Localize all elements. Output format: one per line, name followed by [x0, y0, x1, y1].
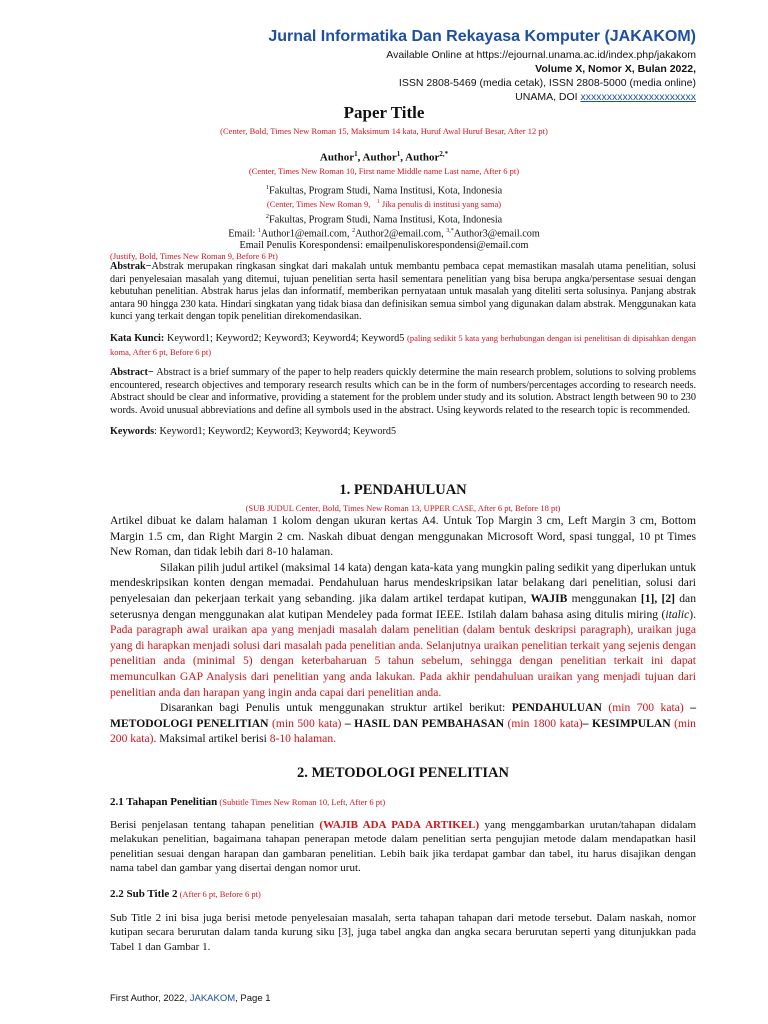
- doi-link[interactable]: xxxxxxxxxxxxxxxxxxxxxx: [580, 91, 696, 103]
- author-format-note: (Center, Times New Roman 10, First name Middle name Last name, After 6 pt): [248, 166, 520, 176]
- keywords-id-note: (paling sedikit 5 kata yang berhubungan dengan isi penelitisan di dipisahkan dengan koma, After 6 pt, Before 6 pt): [110, 332, 696, 357]
- affiliation-block: [0, 182, 768, 252]
- volume-info: Volume X, Nomor X, Bulan 2022,: [535, 63, 696, 75]
- issn-info: ISSN 2808-5469 (media cetak), ISSN 2808-5000 (media online): [398, 77, 696, 89]
- author-3-sup: 2,*: [439, 150, 449, 158]
- footer-journal: JAKAKOM: [189, 993, 236, 1004]
- affiliation-1-text: Fakultas, Program Studi, Nama Institusi, Kota, Indonesia: [269, 185, 503, 197]
- subsection-2-2-title: 2.2 Sub Title 2: [110, 888, 178, 901]
- email-line: [0, 226, 768, 240]
- sub1-text-a: Berisi penjelasan tentang tahapan penelitian: [110, 819, 320, 831]
- abstract-id-text: Abstrak merupakan ringkasan singkat dari makalah untuk membantu pembaca cepat memastikan masalah utama penelitian, solusi dari penyelesaian masalah yang ditemui, tujuan penelitian serta hasil sementara penelitian yang bisa berupa angka/persentase sesuai dengan kebutuhan penelitian. Abstrak harus jelas dan informatif, memberikan pernyataan untuk masalah yang diteliti serta solusinya. Panjang abstrak antara 90 hingga 230 kata. Hindari singkatan yang tidak biasa dan definisikan semua simbol yang digunakan dalam abstrak. Menggunakan kata kunci yang terkait dengan topik penelitian direkomendasikan.: [110, 261, 696, 323]
- email-1-sup: 1: [257, 228, 261, 234]
- affiliation-2: [0, 211, 768, 226]
- email-3: Author3@email.com: [453, 228, 540, 240]
- abstract-id: Abstrak−Abstrak merupakan ringkasan singkat dari makalah untuk membantu pembaca cepat memastikan masalah utama penelitian, solusi dari penyelesaian masalah yang ditemui, tujuan penelitian serta hasil sementara penelitian yang bisa berupa angka/persentase sesuai dengan kebutuhan penelitian. Abstrak harus jelas dan informatif, memberikan pernyataan untuk masalah yang diteliti serta solusinya. Panjang abstrak antara 90 hingga 230 kata. Hindari singkatan yang tidak biasa dan definisikan semua simbol yang digunakan dalam abstrak. Menggunakan kata kunci yang terkait dengan topik penelitian direkomendasikan.: [110, 261, 696, 323]
- keywords-id: [110, 332, 696, 359]
- paper-title: Paper Title: [343, 103, 425, 122]
- subsection-2-2-note: (After 6 pt, Before 6 pt): [177, 889, 261, 900]
- affiliation-2-text: Fakultas, Program Studi, Nama Institusi, Kota, Indonesia: [269, 214, 503, 226]
- page-footer: [110, 993, 271, 1004]
- affiliation-1: [0, 182, 768, 197]
- author-3: , Author: [400, 151, 440, 164]
- para-2-text-c: dan seterusnya dengan menggunakan alat kutipan Mendeley pada format IEEE. Istilah dalam bahasa asing ditulis miring (: [110, 591, 696, 621]
- author-line: [0, 150, 768, 164]
- para-2-wajib: WAJIB: [530, 591, 568, 605]
- para-2-text-d: ).: [689, 607, 696, 621]
- affiliation-1-sup: 1: [265, 184, 270, 191]
- author-1: Author: [319, 151, 355, 164]
- section-1-para-1: Artikel dibuat ke dalam halaman 1 kolom dengan ukuran kertas A4. Untuk Top Margin 3 cm, Left Margin 3 cm, Bottom Margin 1.5 cm, dan Right Margin 2 cm. Naskah dibuat dengan menggunakan Microsoft Word, spasi tunggal, 10 pt Times New Roman, dan tidak lebih dari 8-10 halaman.: [110, 514, 696, 559]
- para-2-text-b: menggunakan: [567, 591, 641, 605]
- para-2-red-instructions: Pada paragraph awal uraikan apa yang menjadi masalah dalam penelitian (dalam bentuk deskripsi paragraph), uraikan juga yang di harapkan menjadi solusi dari masalah pada penelitian anda. Selanjutnya uraikan penelitian terkait yang sejenis dengan penelitian anda (minimal 5) dengan keterbaharuan 5 tahun sebelum, sehingga dengan penelitian terkait ini dapat memunculkan GAP Analysis dari penelitian yang anda lakukan. Pada akhir pendahuluan uraikan yang menjadi tujuan dari penelitian anda dan harapan yang ingin anda capai dari penelitian anda.: [110, 623, 696, 699]
- email-2: Author2@email.com,: [355, 228, 447, 240]
- keywords-en: [110, 426, 696, 439]
- footer-author: First Author, 2022,: [110, 993, 190, 1004]
- author-2: , Author: [357, 151, 397, 164]
- section-1-format-note: (SUB JUDUL Center, Bold, Times New Roman 13, UPPER CASE, After 6 pt, Before 18 pt): [245, 503, 561, 513]
- section-1-title: 1. PENDAHULUAN: [339, 482, 467, 498]
- corresponding-email: Email Penulis Korespondensi: emailpenuliskorespondensi@email.com: [239, 240, 529, 252]
- subsection-2-1-heading: [110, 792, 696, 810]
- affiliation-note-a: (Center, Times New Roman 9,: [266, 199, 371, 210]
- email-1: Author1@email.com,: [260, 228, 353, 240]
- abstract-en-label: Abstract: [110, 367, 148, 379]
- structure-hasil: – HASIL DAN PEMBAHASAN: [341, 716, 505, 730]
- keywords-en-text: : Keyword1; Keyword2; Keyword3; Keyword4; Keyword5: [154, 425, 397, 437]
- available-online: Available Online at https://ejournal.unama.ac.id/index.php/jakakom: [386, 49, 696, 61]
- doi-prefix: UNAMA, DOI: [515, 91, 578, 103]
- journal-title: Jurnal Informatika Dan Rekayasa Komputer (JAKAKOM): [268, 28, 696, 45]
- doi-line: [268, 90, 696, 104]
- affiliation-format-note: [0, 197, 768, 211]
- abstract-en-text: Abstract is a brief summary of the paper to help readers quickly determine the main research problem, solutions to solving problems encountered, research objectives and temporary research results which can be in the form of numbers/percentages according to research needs. Abstract should be clear and informative, providing a statement for the problem under study and its solution. Abstract length between 90 to 230 words. Avoid unusual abbreviations and define all symbols used in the abstract. Using keywords related to the research topic is recommended.: [110, 367, 696, 416]
- affiliation-note-sup: 1: [376, 199, 380, 206]
- structure-hasil-min: (min 1800 kata): [504, 716, 583, 730]
- subsection-2-2-text: Sub Title 2 ini bisa juga berisi metode penyelesaian masalah, serta tahapan tahapan dari metode tersebut. Dalam naskah, nomor kutipan secara berurutan dalam tanda kurung siku [3], juga tabel angka dan angka secara berurutan seperti yang ditunjukkan pada Tabel 1 dan Gambar 1.: [110, 912, 696, 953]
- structure-pendahuluan: PENDAHULUAN: [511, 701, 602, 715]
- title-format-note: (Center, Bold, Times New Roman 15, Maksimum 14 kata, Huruf Awal Huruf Besar, After 12 pt): [220, 126, 548, 136]
- journal-header: [268, 28, 696, 104]
- keywords-id-label: Kata Kunci:: [110, 332, 165, 344]
- subsection-2-2-heading: [110, 884, 696, 902]
- email-label: Email:: [228, 228, 258, 240]
- section-1-para-2: [110, 560, 696, 700]
- para-3-end: . Maksimal artikel berisi: [153, 732, 270, 746]
- subsection-2-1-note: (Subtitle Times New Roman 10, Left, After 6 pt): [217, 797, 386, 807]
- author-2-sup: 1: [396, 150, 401, 158]
- para-3-text-a: Disarankan bagi Penulis untuk menggunakan struktur artikel berikut:: [160, 701, 512, 715]
- structure-metodologi: – METODOLOGI PENELITIAN: [110, 701, 696, 730]
- para-3-pages: 8-10 halaman.: [269, 732, 337, 746]
- para-2-citation: [1], [2]: [640, 591, 676, 605]
- abstract-en: Abstract− Abstract is a brief summary of the paper to help readers quickly determine the main research problem, solutions to solving problems encountered, research objectives and temporary research results which can be in the form of numbers/percentages according to research needs. Abstract should be clear and informative, providing a statement for the problem under study and its solution. Abstract length between 90 to 230 words. Avoid unusual abbreviations and define all symbols used in the abstract. Using keywords related to the research topic is recommended.: [110, 367, 696, 416]
- email-3-sup: 3,*: [446, 228, 454, 234]
- abstract-format-note: (Justify, Bold, Times New Roman 9, Before 6 Pt): [110, 251, 278, 261]
- section-metodologi: [110, 765, 696, 954]
- section-pendahuluan: [110, 482, 696, 747]
- affiliation-2-sup: 2: [265, 212, 270, 220]
- para-2-italic: italic: [665, 607, 690, 621]
- structure-pendahuluan-min: (min 700 kata): [601, 701, 684, 715]
- section-1-para-3: [110, 700, 696, 747]
- keywords-en-label: Keywords: [110, 425, 155, 437]
- structure-kesimpulan: – KESIMPULAN: [582, 716, 671, 730]
- subsection-2-1-text: [110, 818, 696, 875]
- abstract-block: [110, 251, 696, 438]
- subsection-2-1-title: 2.1 Tahapan Penelitian: [110, 796, 218, 808]
- affiliation-note-b: Jika penulis di institusi yang sama): [379, 199, 502, 210]
- keywords-id-text: Keyword1; Keyword2; Keyword3; Keyword4; Keyword5: [164, 332, 408, 344]
- structure-kesimpulan-min: (min 200 kata): [110, 716, 696, 746]
- sub1-text-b: yang menggambarkan urutan/tahapan didalam melakukan penelitian, bagaimana tahapan penerapan metode dalam penelitian serta pengujian metode dalam mendapatkan hasil penelitian sesuai dengan harapan dan gambaran penelitian. Lebih baik jika terdapat gambar dan tabel, itu harus disajikan dengan nama tabel dan gambar yang disertai dengan nomor urut.: [110, 819, 697, 874]
- sub1-mandatory: (WAJIB ADA PADA ARTIKEL): [319, 819, 480, 831]
- section-2-title: 2. METODOLOGI PENELITIAN: [296, 765, 510, 781]
- footer-page-number: , Page 1: [235, 993, 271, 1004]
- author-1-sup: 1: [354, 150, 358, 158]
- abstract-id-label: Abstrak: [110, 261, 146, 272]
- para-2-text-a: Silakan pilih judul artikel (maksimal 14 kata) dengan kata-kata yang mungkin paling sedikit yang diperlukan untuk mendeskripsikan konten dengan memadai. Pendahuluan harus mendeskripsikan latar belakang dari penelitian, solusi dari penyelesaian dan pekerjaan terkait yang sebanding. jika dalam artikel terdapat kutipan,: [110, 560, 696, 605]
- structure-metodologi-min: (min 500 kata): [268, 716, 342, 730]
- email-2-sup: 2: [352, 228, 356, 234]
